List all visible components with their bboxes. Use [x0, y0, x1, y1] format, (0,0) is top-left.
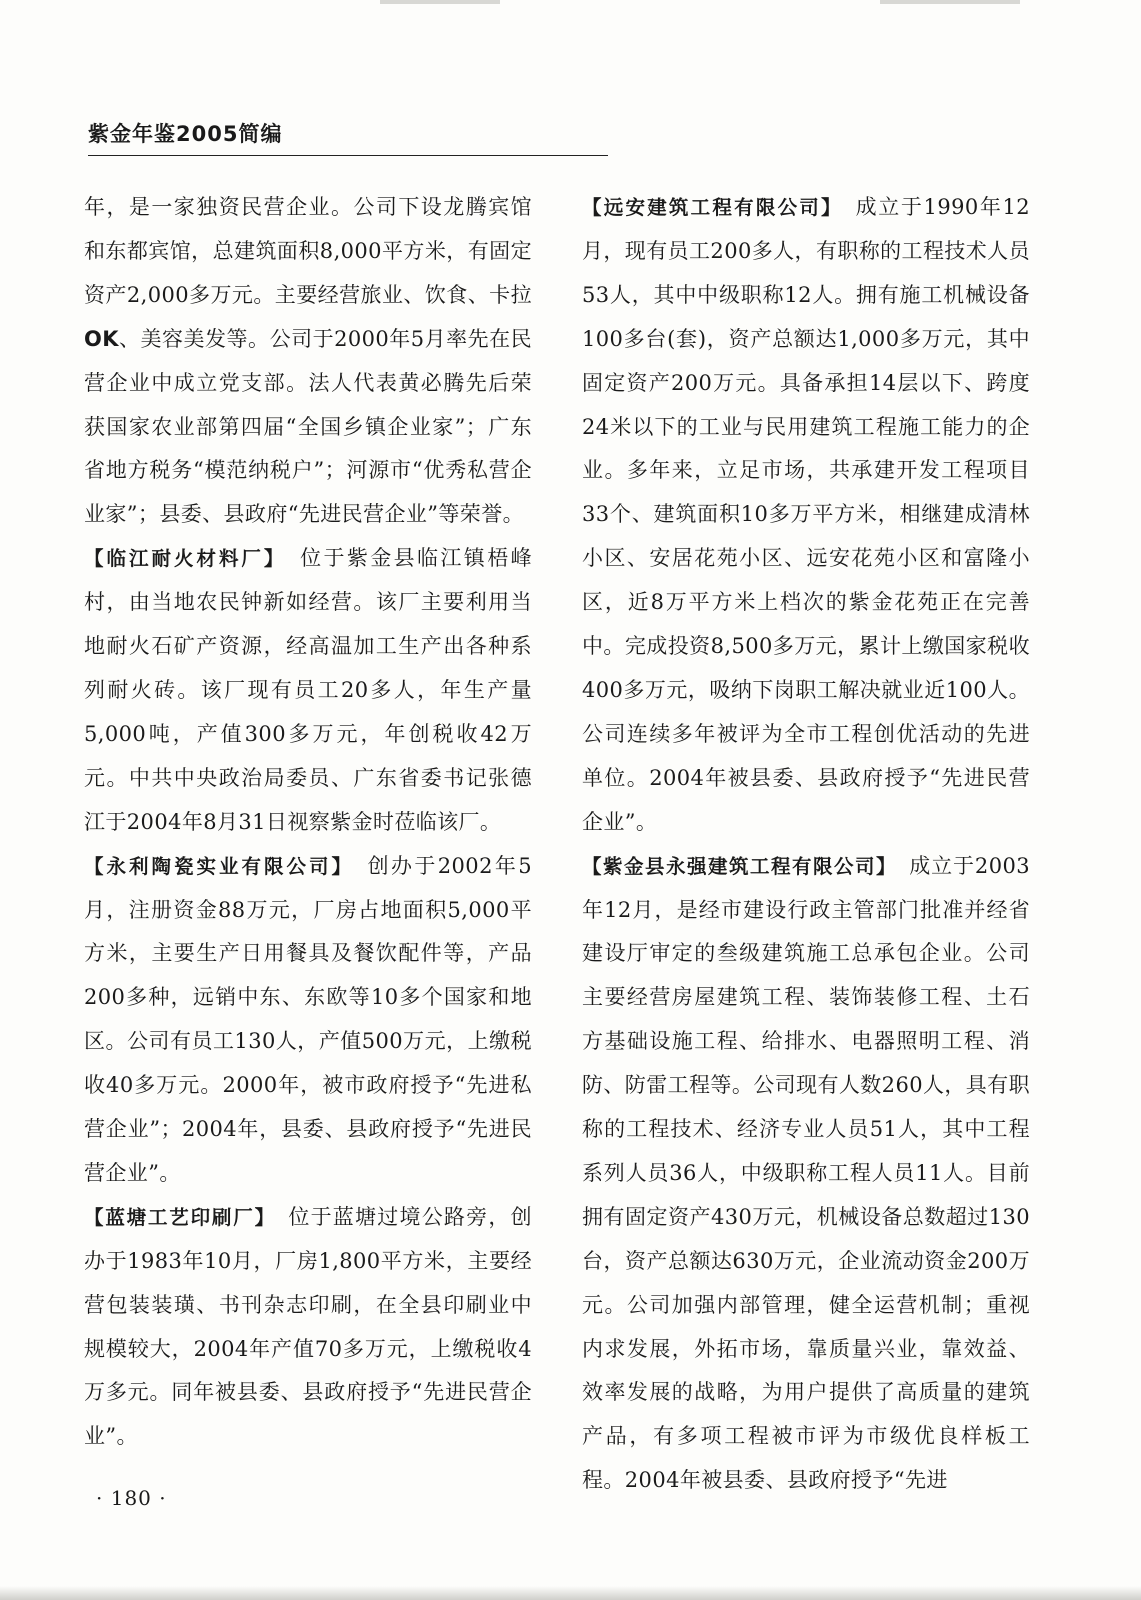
running-title: 紫金年鉴2005简编 [88, 122, 283, 146]
scan-bottom-edge [0, 1586, 1141, 1600]
running-header [88, 119, 608, 156]
entry-yongli-ceramics [84, 845, 532, 1196]
entry-title: 【永利陶瓷实业有限公司】 [84, 854, 345, 878]
entry-title: 【蓝塘工艺印刷厂】 [84, 1205, 267, 1229]
page-number: · 180 · [96, 1486, 167, 1510]
entry-yongqiang-construction [582, 845, 1030, 1504]
entry-body: 成立于1990年12月，现有员工200多人，有职称的工程技术人员53人，其中中级职称12人。拥有施工机械设备100多台(套)，资产总额达1,000多万元，其中固定资产200万元。具备承担14层以下、跨度24米以下的工业与民用建筑工程施工能力的企业。多年来，立足市场，共承建开发工程项目33个、建筑面积10多万平方米，相继建成清林小区、安居花苑小区、远安花苑小区和富隆小区，近8万平方米上档次的紫金花苑正在完善中。完成投资8,500多万元，累计上缴国家税收400多万元，吸纳下岗职工解决就业近100人。公司连续多年被评为全市工程创优活动的先进单位。2004年被县委、县政府授予“先进民营企业”。 [582, 195, 1030, 834]
entry-body: 创办于2002年5月，注册资金88万元，厂房占地面积5,000平方米，主要生产日用餐具及餐饮配件等，产品200多种，远销中东、东欧等10多个国家和地区。公司有员工130人，产值500万元，上缴税收40多万元。2000年，被市政府授予“先进私营企业”；2004年，县委、县政府授予“先进民营企业”。 [84, 853, 532, 1185]
entry-lantang-printing [84, 1196, 532, 1459]
entry-body: 位于紫金县临江镇梧峰村，由当地农民钟新如经营。该厂主要利用当地耐火石矿产资源，经高温加工生产出各种系列耐火砖。该厂现有员工20多人，年生产量5,000吨，产值300多万元，年创税收42万元。中共中央政治局委员、广东省委书记张德江于2004年8月31日视察紫金时莅临该厂。 [84, 546, 532, 834]
scan-edge-mark [380, 0, 500, 4]
continued-paragraph: 年，是一家独资民营企业。公司下设龙腾宾馆和东都宾馆，总建筑面积8,000平方米，有固定资产2,000多万元。主要经营旅业、饮食、卡拉OK、美容美发等。公司于2000年5月率先在民营企业中成立党支部。法人代表黄必腾先后荣获国家农业部第四届“全国乡镇企业家”；广东省地方税务“模范纳税户”；河源市“优秀私营企业家”；县委、县政府“先进民营企业”等荣誉。 [84, 195, 532, 527]
entry-title: 【紫金县永强建筑工程有限公司】 [582, 854, 888, 878]
entry-body: 位于蓝塘过境公路旁，创办于1983年10月，厂房1,800平方米，主要经营包装装璜、书刊杂志印刷，在全县印刷业中规模较大，2004年产值70多万元，上缴税收4万多元。同年被县委、县政府授予“先进民营企业”。 [84, 1204, 532, 1449]
entry-body: 成立于2003年12月，是经市建设行政主管部门批准并经省建设厅审定的叁级建筑施工总承包企业。公司主要经营房屋建筑工程、装饰装修工程、土石方基础设施工程、给排水、电器照明工程、消防、防雷工程等。公司现有人数260人，具有职称的工程技术、经济专业人员51人，其中工程系列人员36人，中级职称工程人员11人。目前拥有固定资产430万元，机械设备总数超过130台，资产总额达630万元，企业流动资金200万元。公司加强内部管理，健全运营机制；重视内求发展，外拓市场，靠质量兴业，靠效益、效率发展的战略，为用户提供了高质量的建筑产品，有多项工程被市评为市级优良样板工程。2004年被县委、县政府授予“先进 [582, 853, 1030, 1493]
scan-edge-mark [880, 0, 1020, 4]
left-column [84, 186, 532, 1459]
right-column [582, 186, 1030, 1503]
entry-linjiang-refractory [84, 537, 532, 844]
entry-title: 【临江耐火材料厂】 [84, 547, 277, 571]
entry-yuanan-construction [582, 186, 1030, 845]
entry-title: 【远安建筑工程有限公司】 [582, 196, 834, 219]
